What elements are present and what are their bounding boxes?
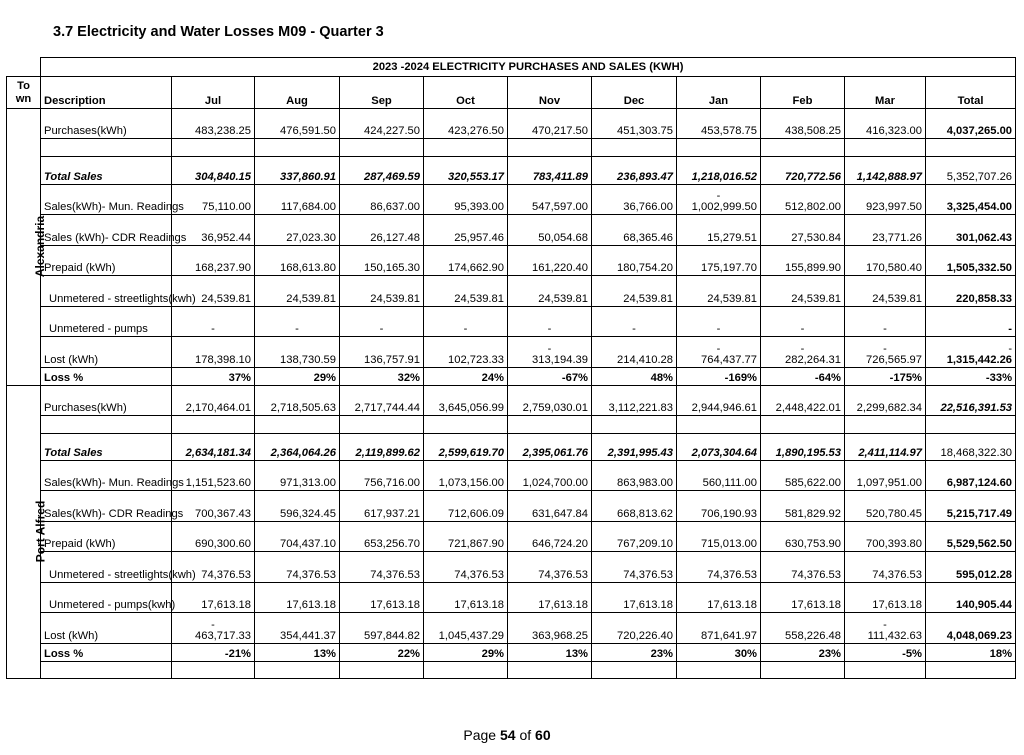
value-cell: 150,165.30 [340, 246, 424, 276]
row-label: Prepaid (kWh) [41, 522, 172, 552]
table-row [7, 215, 1016, 246]
value-cell: 2,448,422.01 [761, 386, 845, 416]
total-cell: 4,048,069.23 [926, 613, 1016, 644]
value-cell: 581,829.92 [761, 491, 845, 522]
total-cell: 5,352,707.26 [926, 157, 1016, 185]
value-cell: 17,613.18 [508, 583, 592, 613]
header-total: Total [926, 77, 1016, 109]
value-cell: 547,597.00 [508, 185, 592, 215]
total-cell: - [926, 307, 1016, 337]
value-cell: 721,867.90 [424, 522, 508, 552]
value-cell: 720,226.40 [592, 613, 677, 644]
value-cell: 287,469.59 [340, 157, 424, 185]
value-cell: 74,376.53 [592, 552, 677, 583]
table-row [7, 109, 1016, 139]
table-row [7, 662, 1016, 679]
value-cell: 86,637.00 [340, 185, 424, 215]
value-cell: 23% [592, 644, 677, 662]
row-label: Purchases(kWh) [41, 109, 172, 139]
value-cell: 863,983.00 [592, 461, 677, 491]
value-cell: 17,613.18 [424, 583, 508, 613]
value-cell: 2,170,464.01 [172, 386, 255, 416]
town-label-port-alfred: Port Alfred [7, 386, 41, 679]
value-cell: 117,684.00 [255, 185, 340, 215]
header-jan: Jan [677, 77, 761, 109]
value-cell: 74,376.53 [172, 552, 255, 583]
value-cell: 75,110.00 [172, 185, 255, 215]
empty-cell [172, 416, 255, 434]
empty-cell [926, 662, 1016, 679]
header-feb: Feb [761, 77, 845, 109]
value-cell: 700,393.80 [845, 522, 926, 552]
value-cell: 23% [761, 644, 845, 662]
page-footer: Page 54 of 60 [463, 727, 551, 743]
value-cell: 363,968.25 [508, 613, 592, 644]
row-label: Loss % [41, 644, 172, 662]
value-cell: 560,111.00 [677, 461, 761, 491]
empty-cell [508, 416, 592, 434]
table-row [7, 246, 1016, 276]
value-cell: 971,313.00 [255, 461, 340, 491]
value-cell: 17,613.18 [172, 583, 255, 613]
value-cell: 74,376.53 [424, 552, 508, 583]
value-cell: 2,599,619.70 [424, 434, 508, 461]
value-cell: 476,591.50 [255, 109, 340, 139]
header-oct: Oct [424, 77, 508, 109]
value-cell: - 282,264.31 [761, 337, 845, 368]
value-cell: 214,410.28 [592, 337, 677, 368]
total-cell: 140,905.44 [926, 583, 1016, 613]
empty-cell [255, 416, 340, 434]
value-cell: 423,276.50 [424, 109, 508, 139]
value-cell: 712,606.09 [424, 491, 508, 522]
empty-cell [172, 139, 255, 157]
value-cell: 320,553.17 [424, 157, 508, 185]
empty-cell [424, 416, 508, 434]
empty-cell [424, 139, 508, 157]
value-cell: 17,613.18 [592, 583, 677, 613]
header-description: Description [41, 77, 172, 109]
value-cell: 354,441.37 [255, 613, 340, 644]
value-cell: 700,367.43 [172, 491, 255, 522]
row-label: Sales(kWh)- Mun. Readings [41, 185, 172, 215]
value-cell: 236,893.47 [592, 157, 677, 185]
table-row [7, 583, 1016, 613]
value-cell: 470,217.50 [508, 109, 592, 139]
total-cell: 22,516,391.53 [926, 386, 1016, 416]
value-cell: 13% [508, 644, 592, 662]
value-cell: 48% [592, 368, 677, 386]
value-cell: 1,097,951.00 [845, 461, 926, 491]
value-cell: 646,724.20 [508, 522, 592, 552]
empty-cell [592, 139, 677, 157]
value-cell: 24,539.81 [845, 276, 926, 307]
value-cell: 161,220.40 [508, 246, 592, 276]
row-label: Prepaid (kWh) [41, 246, 172, 276]
value-cell: 36,766.00 [592, 185, 677, 215]
value-cell: 1,024,700.00 [508, 461, 592, 491]
value-cell: - 726,565.97 [845, 337, 926, 368]
value-cell: 15,279.51 [677, 215, 761, 246]
value-cell: - 764,437.77 [677, 337, 761, 368]
empty-cell [340, 416, 424, 434]
value-cell: 706,190.93 [677, 491, 761, 522]
value-cell: 653,256.70 [340, 522, 424, 552]
total-cell: 3,325,454.00 [926, 185, 1016, 215]
value-cell: 1,218,016.52 [677, 157, 761, 185]
value-cell: -21% [172, 644, 255, 662]
table-row [7, 613, 1016, 644]
value-cell: 24,539.81 [255, 276, 340, 307]
value-cell: 1,142,888.97 [845, 157, 926, 185]
value-cell: 24% [424, 368, 508, 386]
value-cell: 74,376.53 [761, 552, 845, 583]
empty-cell [172, 662, 255, 679]
table-row [7, 157, 1016, 185]
table-row [7, 434, 1016, 461]
value-cell: 438,508.25 [761, 109, 845, 139]
total-cell: 220,858.33 [926, 276, 1016, 307]
header-jul: Jul [172, 77, 255, 109]
value-cell: 2,759,030.01 [508, 386, 592, 416]
value-cell: 337,860.91 [255, 157, 340, 185]
value-cell: 168,237.90 [172, 246, 255, 276]
value-cell: 37% [172, 368, 255, 386]
value-cell: 13% [255, 644, 340, 662]
row-label: Total Sales [41, 434, 172, 461]
table-row [7, 522, 1016, 552]
value-cell: 174,662.90 [424, 246, 508, 276]
value-cell: 175,197.70 [677, 246, 761, 276]
value-cell: 520,780.45 [845, 491, 926, 522]
value-cell: - [340, 307, 424, 337]
value-cell: 512,802.00 [761, 185, 845, 215]
value-cell: 2,299,682.34 [845, 386, 926, 416]
table-title: 2023 -2024 ELECTRICITY PURCHASES AND SALES (KWH) [41, 58, 1016, 77]
empty-cell [761, 662, 845, 679]
row-label: Sales(kWh)- CDR Readings [41, 491, 172, 522]
value-cell: 783,411.89 [508, 157, 592, 185]
value-cell: 451,303.75 [592, 109, 677, 139]
value-cell: 24,539.81 [424, 276, 508, 307]
value-cell: 180,754.20 [592, 246, 677, 276]
value-cell: - 111,432.63 [845, 613, 926, 644]
total-cell: - 1,315,442.26 [926, 337, 1016, 368]
value-cell: 2,411,114.97 [845, 434, 926, 461]
value-cell: 29% [424, 644, 508, 662]
value-cell: 30% [677, 644, 761, 662]
empty-cell [592, 662, 677, 679]
table-row [7, 185, 1016, 215]
value-cell: 668,813.62 [592, 491, 677, 522]
table-row [7, 337, 1016, 368]
value-cell: - 463,717.33 [172, 613, 255, 644]
row-label: Total Sales [41, 157, 172, 185]
table-row [7, 368, 1016, 386]
value-cell: 617,937.21 [340, 491, 424, 522]
row-label: Unmetered - streetlights(kwh) [41, 552, 172, 583]
value-cell: 630,753.90 [761, 522, 845, 552]
total-cell: 1,505,332.50 [926, 246, 1016, 276]
row-label: Lost (kWh) [41, 337, 172, 368]
value-cell: 24,539.81 [172, 276, 255, 307]
value-cell: - [172, 307, 255, 337]
empty-cell [845, 416, 926, 434]
value-cell: 2,718,505.63 [255, 386, 340, 416]
value-cell: -64% [761, 368, 845, 386]
electricity-table [6, 57, 1016, 679]
total-cell: 5,215,717.49 [926, 491, 1016, 522]
value-cell: - [508, 307, 592, 337]
row-label: Sales (kWh)- CDR Readings [41, 215, 172, 246]
empty-cell [41, 416, 172, 434]
empty-cell [845, 662, 926, 679]
total-cell: 18% [926, 644, 1016, 662]
value-cell: -5% [845, 644, 926, 662]
empty-cell [592, 416, 677, 434]
value-cell: 102,723.33 [424, 337, 508, 368]
value-cell: 24,539.81 [340, 276, 424, 307]
total-cell: 301,062.43 [926, 215, 1016, 246]
value-cell: 74,376.53 [340, 552, 424, 583]
total-cell: -33% [926, 368, 1016, 386]
value-cell: 17,613.18 [255, 583, 340, 613]
empty-cell [340, 139, 424, 157]
value-cell: 453,578.75 [677, 109, 761, 139]
empty-cell [508, 139, 592, 157]
value-cell: 74,376.53 [845, 552, 926, 583]
value-cell: 690,300.60 [172, 522, 255, 552]
value-cell: 178,398.10 [172, 337, 255, 368]
value-cell: 27,530.84 [761, 215, 845, 246]
value-cell: 424,227.50 [340, 109, 424, 139]
value-cell: -169% [677, 368, 761, 386]
table-row [7, 491, 1016, 522]
town-label-alexandria: Alexandria [7, 109, 41, 386]
value-cell: 136,757.91 [340, 337, 424, 368]
header-dec: Dec [592, 77, 677, 109]
value-cell: 23,771.26 [845, 215, 926, 246]
table-row [7, 276, 1016, 307]
value-cell: 17,613.18 [677, 583, 761, 613]
value-cell: 871,641.97 [677, 613, 761, 644]
value-cell: -175% [845, 368, 926, 386]
value-cell: 2,073,304.64 [677, 434, 761, 461]
table-row [7, 386, 1016, 416]
table-row [7, 139, 1016, 157]
empty-cell [761, 416, 845, 434]
row-label: Sales(kWh)- Mun. Readings [41, 461, 172, 491]
value-cell: 155,899.90 [761, 246, 845, 276]
value-cell: 24,539.81 [677, 276, 761, 307]
value-cell: - [592, 307, 677, 337]
value-cell: 74,376.53 [677, 552, 761, 583]
header-aug: Aug [255, 77, 340, 109]
value-cell: 2,364,064.26 [255, 434, 340, 461]
row-label: Unmetered - pumps [41, 307, 172, 337]
empty-cell [677, 662, 761, 679]
empty-cell [424, 662, 508, 679]
value-cell: 767,209.10 [592, 522, 677, 552]
value-cell: - [845, 307, 926, 337]
total-cell: 4,037,265.00 [926, 109, 1016, 139]
value-cell: 585,622.00 [761, 461, 845, 491]
total-cell: 595,012.28 [926, 552, 1016, 583]
value-cell: 1,073,156.00 [424, 461, 508, 491]
value-cell: 483,238.25 [172, 109, 255, 139]
value-cell: 416,323.00 [845, 109, 926, 139]
value-cell: 3,112,221.83 [592, 386, 677, 416]
total-cell: 18,468,322.30 [926, 434, 1016, 461]
value-cell: 29% [255, 368, 340, 386]
value-cell: 74,376.53 [255, 552, 340, 583]
header-mar: Mar [845, 77, 926, 109]
value-cell: 1,151,523.60 [172, 461, 255, 491]
value-cell: 1,890,195.53 [761, 434, 845, 461]
value-cell: 2,717,744.44 [340, 386, 424, 416]
value-cell: 22% [340, 644, 424, 662]
empty-cell [677, 139, 761, 157]
value-cell: - [424, 307, 508, 337]
value-cell: 17,613.18 [761, 583, 845, 613]
table-row [7, 307, 1016, 337]
value-cell: 756,716.00 [340, 461, 424, 491]
value-cell: 1,045,437.29 [424, 613, 508, 644]
table-row [7, 552, 1016, 583]
empty-cell [926, 139, 1016, 157]
town-header: To wn [7, 77, 41, 109]
row-label: Unmetered - streetlights(kwh) [41, 276, 172, 307]
value-cell: 597,844.82 [340, 613, 424, 644]
value-cell: 17,613.18 [845, 583, 926, 613]
value-cell: 24,539.81 [508, 276, 592, 307]
value-cell: 17,613.18 [340, 583, 424, 613]
value-cell: 2,119,899.62 [340, 434, 424, 461]
value-cell: 170,580.40 [845, 246, 926, 276]
value-cell: 720,772.56 [761, 157, 845, 185]
empty-cell [845, 139, 926, 157]
header-sep: Sep [340, 77, 424, 109]
value-cell: 923,997.50 [845, 185, 926, 215]
value-cell: 558,226.48 [761, 613, 845, 644]
empty-cell [508, 662, 592, 679]
value-cell: 304,840.15 [172, 157, 255, 185]
value-cell: 168,613.80 [255, 246, 340, 276]
value-cell: 2,391,995.43 [592, 434, 677, 461]
value-cell: 95,393.00 [424, 185, 508, 215]
value-cell: 3,645,056.99 [424, 386, 508, 416]
value-cell: 25,957.46 [424, 215, 508, 246]
value-cell: 138,730.59 [255, 337, 340, 368]
value-cell: 74,376.53 [508, 552, 592, 583]
total-cell: 6,987,124.60 [926, 461, 1016, 491]
value-cell: - [255, 307, 340, 337]
empty-cell [761, 139, 845, 157]
empty-cell [340, 662, 424, 679]
value-cell: 2,395,061.76 [508, 434, 592, 461]
empty-cell [926, 416, 1016, 434]
row-label: Lost (kWh) [41, 613, 172, 644]
header-nov: Nov [508, 77, 592, 109]
empty-cell [41, 662, 172, 679]
table-row [7, 644, 1016, 662]
value-cell: 596,324.45 [255, 491, 340, 522]
value-cell: 2,944,946.61 [677, 386, 761, 416]
total-cell: 5,529,562.50 [926, 522, 1016, 552]
value-cell: - [677, 307, 761, 337]
value-cell: - 313,194.39 [508, 337, 592, 368]
value-cell: 704,437.10 [255, 522, 340, 552]
value-cell: 715,013.00 [677, 522, 761, 552]
table-row [7, 416, 1016, 434]
value-cell: 36,952.44 [172, 215, 255, 246]
empty-cell [255, 662, 340, 679]
value-cell: - 1,002,999.50 [677, 185, 761, 215]
value-cell: 24,539.81 [592, 276, 677, 307]
value-cell: 68,365.46 [592, 215, 677, 246]
value-cell: 27,023.30 [255, 215, 340, 246]
value-cell: 26,127.48 [340, 215, 424, 246]
row-label: Unmetered - pumps(kwh) [41, 583, 172, 613]
section-heading: 3.7 Electricity and Water Losses M09 - Quarter 3 [53, 24, 384, 40]
row-label: Loss % [41, 368, 172, 386]
value-cell: 50,054.68 [508, 215, 592, 246]
value-cell: 631,647.84 [508, 491, 592, 522]
value-cell: 32% [340, 368, 424, 386]
empty-cell [255, 139, 340, 157]
table-row [7, 461, 1016, 491]
value-cell: 2,634,181.34 [172, 434, 255, 461]
value-cell: -67% [508, 368, 592, 386]
value-cell: 24,539.81 [761, 276, 845, 307]
empty-cell [41, 139, 172, 157]
row-label: Purchases(kWh) [41, 386, 172, 416]
empty-cell [677, 416, 761, 434]
value-cell: - [761, 307, 845, 337]
